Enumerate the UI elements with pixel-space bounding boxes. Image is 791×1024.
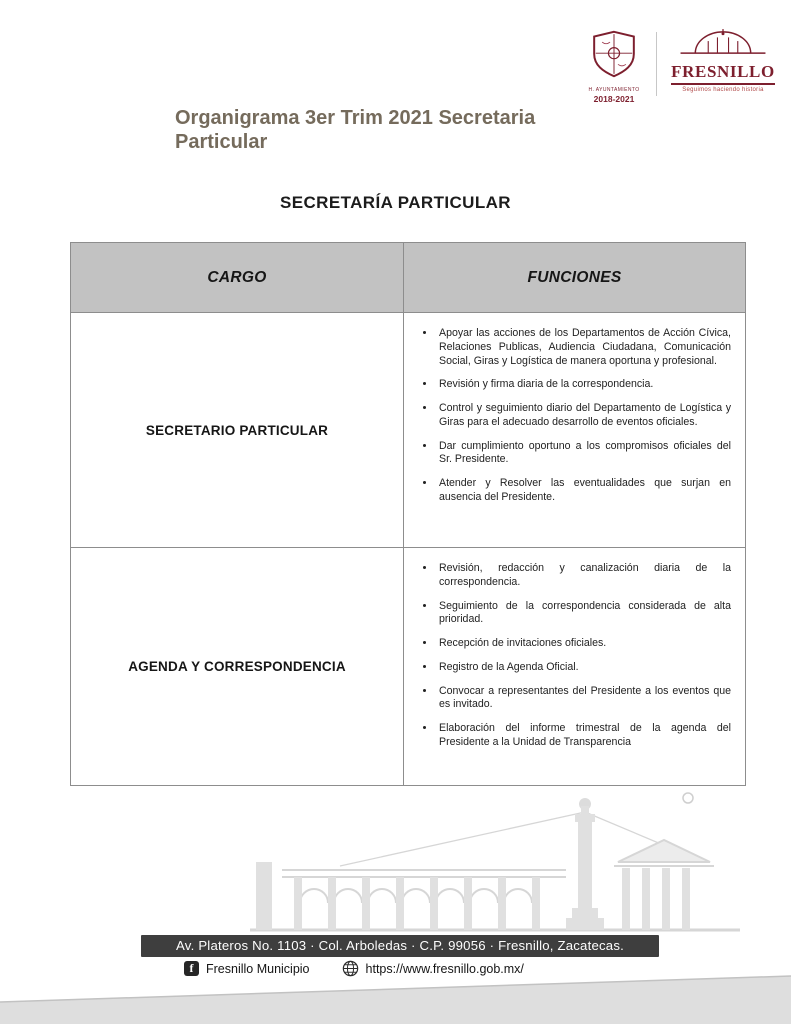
funcion-item: • Dar cumplimiento oportuno a los compromisos oficiales del Sr. Presidente. — [436, 440, 731, 468]
funcion-item: • Atender y Resolver las eventualidades que surjan en ausencia del Presidente. — [436, 477, 731, 505]
document-title — [175, 106, 625, 155]
address-bar: Av. Plateros No. 1103 · Col. Arboledas · C.P. 99056 · Fresnillo, Zacatecas. — [141, 935, 659, 957]
header-logos — [584, 28, 777, 104]
table-row — [71, 548, 746, 786]
monument-watermark-image — [0, 778, 791, 940]
cargo-funciones-table — [70, 242, 746, 786]
crest-caption: H. AYUNTAMIENTO — [588, 87, 640, 93]
logo-divider — [656, 32, 657, 96]
header-funciones: FUNCIONES — [404, 243, 746, 313]
funcion-item: • Elaboración del informe trimestral de la agenda del Presidente a la Unidad de Transparencia — [436, 722, 731, 750]
fresnillo-tagline: Seguimos haciendo historia — [682, 87, 764, 93]
crest-years: 2018-2021 — [593, 94, 635, 104]
facebook-label: Fresnillo Municipio — [206, 961, 310, 976]
fresnillo-building-icon — [675, 28, 771, 56]
funcion-item: • Seguimiento de la correspondencia considerada de alta prioridad. — [436, 600, 731, 628]
funciones-list — [408, 327, 731, 505]
document-title-line2: Particular — [175, 131, 268, 154]
funcion-item: • Control y seguimiento diario del Departamento de Logística y Giras para el adecuado desarrollo de eventos oficiales. — [436, 402, 731, 430]
funcion-item: • Recepción de invitaciones oficiales. — [436, 637, 731, 651]
facebook-icon: f — [184, 961, 199, 976]
cargo-agenda-correspondencia: AGENDA Y CORRESPONDENCIA — [71, 548, 404, 786]
globe-icon — [342, 960, 359, 977]
funcion-item: • Revisión y firma diaria de la correspondencia. — [436, 378, 731, 392]
section-heading: SECRETARÍA PARTICULAR — [280, 193, 511, 212]
fresnillo-wordmark: FRESNILLO — [671, 62, 775, 85]
bottom-decorative-band — [0, 972, 791, 1024]
footer-contact-row — [184, 960, 524, 977]
funcion-item: • Revisión, redacción y canalización diaria de la correspondencia. — [436, 562, 731, 590]
funcion-item: • Convocar a representantes del Presidente a los eventos que es invitado. — [436, 685, 731, 713]
fresnillo-logo — [669, 28, 777, 93]
funcion-item: • Registro de la Agenda Oficial. — [436, 661, 731, 675]
cargo-secretario-particular: SECRETARIO PARTICULAR — [71, 313, 404, 548]
funciones-agenda-correspondencia — [404, 548, 746, 786]
crest-shield-icon — [591, 28, 637, 80]
website-url: https://www.fresnillo.gob.mx/ — [365, 961, 524, 976]
funciones-secretario-particular — [404, 313, 746, 548]
table-row — [71, 313, 746, 548]
header-cargo: CARGO — [71, 243, 404, 313]
document-title-line1: Organigrama 3er Trim 2021 Secretaria — [175, 107, 536, 129]
funciones-list — [408, 562, 731, 750]
funcion-item: • Apoyar las acciones de los Departamentos de Acción Cívica, Relaciones Publicas, Audiencia Ciudadana, Comunicación Social, Giras y Logística de manera oportuna y profesional. — [436, 327, 731, 368]
table-header-row — [71, 243, 746, 313]
municipal-crest-logo — [584, 28, 644, 104]
